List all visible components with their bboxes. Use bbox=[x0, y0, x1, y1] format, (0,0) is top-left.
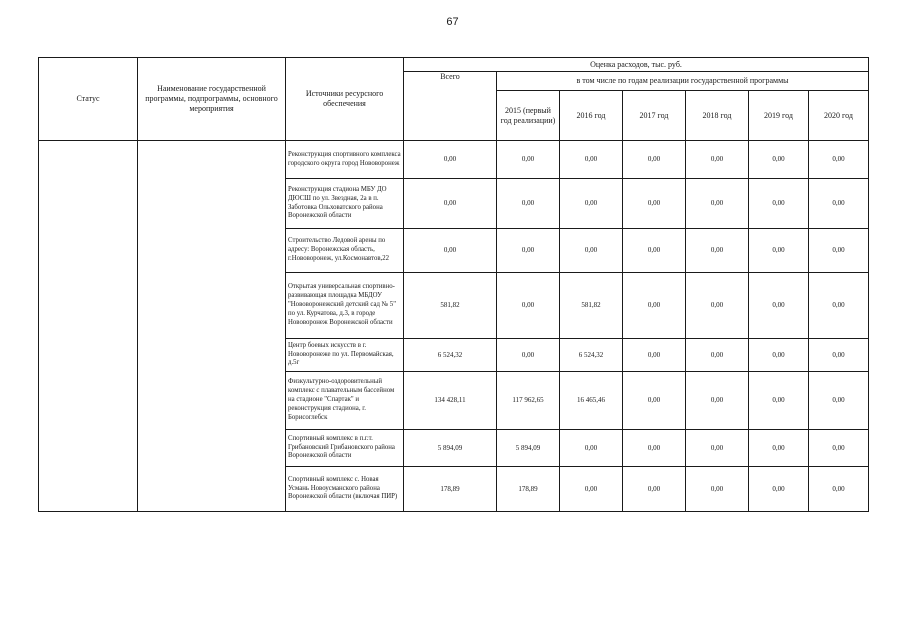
year-cell: 0,00 bbox=[809, 273, 869, 339]
header-year-2016: 2016 год bbox=[560, 91, 623, 141]
year-cell: 0,00 bbox=[686, 229, 749, 273]
year-cell: 0,00 bbox=[497, 273, 560, 339]
table-row bbox=[39, 141, 869, 179]
year-cell: 0,00 bbox=[623, 430, 686, 467]
year-cell: 0,00 bbox=[809, 141, 869, 179]
total-cell: 0,00 bbox=[404, 141, 497, 179]
status-cell bbox=[39, 141, 138, 512]
total-cell: 178,89 bbox=[404, 467, 497, 512]
header-status: Статус bbox=[39, 58, 138, 141]
total-cell: 6 524,32 bbox=[404, 339, 497, 372]
year-cell: 0,00 bbox=[560, 229, 623, 273]
year-cell: 0,00 bbox=[686, 179, 749, 229]
year-cell: 0,00 bbox=[686, 467, 749, 512]
year-cell: 0,00 bbox=[560, 179, 623, 229]
header-year-2017: 2017 год bbox=[623, 91, 686, 141]
year-cell: 16 465,46 bbox=[560, 372, 623, 430]
funding-source-cell: Реконструкция стадиона МБУ ДО ДЮСШ по ул. Звездная, 2а в п. Заботовка Ольховатского района Воронежской области bbox=[286, 179, 404, 229]
header-year-2020: 2020 год bbox=[809, 91, 869, 141]
year-cell: 0,00 bbox=[497, 179, 560, 229]
budget-table bbox=[38, 57, 869, 512]
funding-source-cell: Открытая универсальная спортивно-развивающая площадка МБДОУ "Нововоронежский детский сад № 5" по ул. Курчатова, д.3, в городе Нововоронеж Воронежской области bbox=[286, 273, 404, 339]
year-cell: 0,00 bbox=[623, 467, 686, 512]
page-number: 67 bbox=[446, 16, 459, 28]
total-cell: 0,00 bbox=[404, 179, 497, 229]
funding-source-cell: Реконструкция спортивного комплекса городского округа город Нововоронеж bbox=[286, 141, 404, 179]
header-funding-sources: Источники ресурсного обеспечения bbox=[286, 58, 404, 141]
year-cell: 0,00 bbox=[809, 467, 869, 512]
year-cell: 0,00 bbox=[749, 179, 809, 229]
year-cell: 0,00 bbox=[749, 372, 809, 430]
year-cell: 0,00 bbox=[560, 430, 623, 467]
year-cell: 0,00 bbox=[560, 141, 623, 179]
year-cell: 0,00 bbox=[749, 467, 809, 512]
year-cell: 0,00 bbox=[560, 467, 623, 512]
year-cell: 0,00 bbox=[686, 141, 749, 179]
year-cell: 0,00 bbox=[686, 273, 749, 339]
year-cell: 0,00 bbox=[749, 273, 809, 339]
year-cell: 0,00 bbox=[686, 339, 749, 372]
funding-source-cell: Спортивный комплекс в п.г.т. Грибановский Грибановского района Воронежской области bbox=[286, 430, 404, 467]
header-cost-estimate: Оценка расходов, тыс. руб. bbox=[404, 58, 869, 72]
total-cell: 581,82 bbox=[404, 273, 497, 339]
header-total: Всего bbox=[404, 72, 497, 141]
year-cell: 0,00 bbox=[623, 372, 686, 430]
funding-source-cell: Физкультурно-оздоровительный комплекс с плавательным бассейном на стадионе "Спартак" и реконструкция стадиона, г. Борисоглебск bbox=[286, 372, 404, 430]
year-cell: 581,82 bbox=[560, 273, 623, 339]
year-cell: 0,00 bbox=[809, 179, 869, 229]
year-cell: 0,00 bbox=[623, 273, 686, 339]
year-cell: 0,00 bbox=[497, 339, 560, 372]
year-cell: 0,00 bbox=[623, 229, 686, 273]
header-program-name: Наименование государственной программы, подпрограммы, основного мероприятия bbox=[138, 58, 286, 141]
year-cell: 0,00 bbox=[749, 339, 809, 372]
year-cell: 117 962,65 bbox=[497, 372, 560, 430]
total-cell: 134 428,11 bbox=[404, 372, 497, 430]
year-cell: 0,00 bbox=[749, 229, 809, 273]
year-cell: 0,00 bbox=[749, 430, 809, 467]
header-year-2015: 2015 (первый год реализации) bbox=[497, 91, 560, 141]
total-cell: 5 894,09 bbox=[404, 430, 497, 467]
year-cell: 0,00 bbox=[623, 339, 686, 372]
header-year-2018: 2018 год bbox=[686, 91, 749, 141]
funding-source-cell: Строительство Ледовой арены по адресу: Воронежская область, г.Нововоронеж, ул.Космонавтов,22 bbox=[286, 229, 404, 273]
program-name-cell bbox=[138, 141, 286, 512]
header-by-years: в том числе по годам реализации государственной программы bbox=[497, 72, 869, 91]
year-cell: 0,00 bbox=[809, 372, 869, 430]
year-cell: 5 894,09 bbox=[497, 430, 560, 467]
year-cell: 0,00 bbox=[749, 141, 809, 179]
year-cell: 0,00 bbox=[686, 372, 749, 430]
year-cell: 0,00 bbox=[497, 141, 560, 179]
header-row-1 bbox=[39, 58, 869, 72]
year-cell: 6 524,32 bbox=[560, 339, 623, 372]
year-cell: 0,00 bbox=[809, 430, 869, 467]
year-cell: 0,00 bbox=[809, 229, 869, 273]
year-cell: 0,00 bbox=[686, 430, 749, 467]
funding-source-cell: Центр боевых искусств в г. Нововоронеже по ул. Первомайская, д.5г bbox=[286, 339, 404, 372]
year-cell: 0,00 bbox=[623, 179, 686, 229]
year-cell: 0,00 bbox=[809, 339, 869, 372]
funding-source-cell: Спортивный комплекс с. Новая Усмань Новоусманского района Воронежской области (включая ПИР) bbox=[286, 467, 404, 512]
header-year-2019: 2019 год bbox=[749, 91, 809, 141]
year-cell: 0,00 bbox=[623, 141, 686, 179]
year-cell: 0,00 bbox=[497, 229, 560, 273]
total-cell: 0,00 bbox=[404, 229, 497, 273]
year-cell: 178,89 bbox=[497, 467, 560, 512]
